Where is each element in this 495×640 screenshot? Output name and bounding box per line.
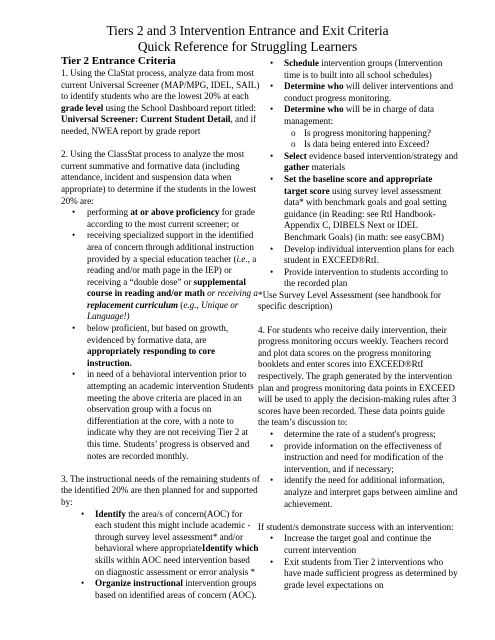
text: evidence based intervention/strategy and xyxy=(306,150,458,161)
text: receiving specialized support in the identified area of concern through additional instruction provided by a special education teacher ( xyxy=(87,230,254,264)
section-heading: Tier 2 Entrance Criteria xyxy=(61,55,176,67)
list-item: • determine the rate of a student's progress; xyxy=(258,429,458,441)
text: intervention groups (Intervention time is to built into all school schedules) xyxy=(284,58,443,80)
text: materials xyxy=(309,162,346,173)
bold-text: at or above proficiency xyxy=(130,207,220,218)
bold-text: who xyxy=(325,81,344,92)
paragraph-3: 3. The instructional needs of the remaining students of the identified 20% are then planned for and supported by: xyxy=(61,473,260,507)
text: will deliver interventions and conduct progress monitoring. xyxy=(284,81,454,103)
criteria-list xyxy=(61,207,261,462)
text: will be in charge of data management: xyxy=(284,104,435,126)
list-item: • Develop individual intervention plans for each student in EXCEED®RtI. xyxy=(258,244,458,267)
text: using survey level assessment data* with benchmark goals and goal setting guidance (in Reading: see RtI Handbook-Appendix C, DIBELS Next or IDEL Benchmark Goals) (in math: see easyCBM) xyxy=(284,185,447,242)
bold-text: Identify xyxy=(95,508,126,519)
text: ( xyxy=(178,299,184,310)
left-column xyxy=(61,55,261,601)
list-item xyxy=(258,81,458,104)
italic-text: or receiving a xyxy=(204,288,258,299)
bold-text: gather xyxy=(284,162,310,173)
list-item xyxy=(61,230,261,323)
list-item xyxy=(61,207,261,230)
text: for grade according to the most current screener; or xyxy=(87,207,255,229)
list-item xyxy=(61,509,261,579)
text: , and if needed, NWEA report by grade report xyxy=(61,114,257,136)
text: 4. For students who receive daily intervention, their progress monitoring occurs weekly. Teachers record and plot data scores on the progress monitoring booklets and enter scores into EXCEED®RtI respectively. The graph generated by the intervention plan and progress monitoring data points in EXCEED will be used to apply the decision-making rules after 3 scores have been recorded. These data points guide xyxy=(258,324,457,416)
bold-text: supplemental course in reading and/or math xyxy=(87,276,246,299)
bold-text: Determine who xyxy=(284,104,344,115)
list-item: • Exit students from Tier 2 interventions who have made sufficient progress as determined by grade level expectations on xyxy=(258,557,458,592)
text: using the School Dashboard report titled: xyxy=(103,102,256,113)
sub-list-item: o Is progress monitoring happening? xyxy=(258,128,458,140)
success-list xyxy=(258,533,458,591)
list-item xyxy=(61,578,261,601)
paragraph-1 xyxy=(61,68,261,138)
bold-text: Determine xyxy=(284,81,326,92)
text: 1. Using the ClaStat process, analyze data from most current Universal Screener (MAP/MPG, IDEL, SAIL) to identify students who are the lowest 20% at each xyxy=(61,68,260,102)
list-item xyxy=(258,151,458,174)
sub-list xyxy=(258,128,458,151)
paragraph-2: 2. Using the ClassStat process to analyze the most current summative and formative data (including attendance, incident and suspension data when appropriate) to determine if the students in the lowest 20% are: xyxy=(61,149,257,206)
bold-text: Schedule xyxy=(284,58,319,68)
steps-list xyxy=(258,58,458,290)
list-item xyxy=(258,174,458,244)
text: below proficient, but based on growth, evidenced by formative data, are xyxy=(87,323,229,345)
italic-text: e.g., xyxy=(183,299,199,310)
list-item: • in need of a behavioral intervention prior to attempting an academic intervention Students meeting the above criteria are placed in an observation group with a focus on differentiation at the core, with a note to indicate why they are not receiving Tier 2 at this time. Students’ progress is observed and notes are recorded monthly. xyxy=(61,369,261,462)
right-column xyxy=(258,58,458,591)
italic-text: i.e., xyxy=(236,253,250,264)
planning-list xyxy=(61,509,261,602)
paragraph-4 xyxy=(258,325,458,429)
list-item: • Provide intervention to students according to the recorded plan xyxy=(258,267,458,290)
paragraph-5: If student/s demonstrate success with an intervention: xyxy=(258,521,454,532)
italic-text: Unique or Language!) xyxy=(87,299,239,322)
document-title-line-1: Tiers 2 and 3 Intervention Entrance and Exit Criteria xyxy=(106,23,389,38)
bold-text: grade level xyxy=(61,102,104,113)
text: performing xyxy=(87,207,131,218)
document-title-line-2: Quick Reference for Struggling Learners xyxy=(137,39,358,54)
discussion-list xyxy=(258,429,458,510)
text: the team’s discussion to: xyxy=(258,417,348,428)
bold-text: Set the baseline score and appropriate target score xyxy=(284,173,433,196)
list-item: • identify the need for additional information, analyze and interpret gaps between aimline and achievement. xyxy=(258,475,458,510)
text: a reading and/or math page in the IEP) or receiving a “double dose” or xyxy=(87,253,257,287)
bold-text: Identify which xyxy=(201,543,259,554)
list-item xyxy=(258,58,458,81)
bold-text: Organize instructional xyxy=(95,578,183,589)
list-item xyxy=(258,104,458,150)
text: intervention groups based on identified areas of concern (AOC). xyxy=(95,578,257,600)
list-item: • Increase the target goal and continue the current intervention xyxy=(258,533,458,556)
bold-italic-text: replacement curriculum xyxy=(87,299,178,310)
bold-text: appropriately responding to core instruction. xyxy=(87,346,216,368)
text: the area/s of concern(AOC) for each student this might include academic -through survey level assessment* and/or behavioral where appropriate xyxy=(95,508,251,554)
sub-list-item: o Is data being entered into Exceed? xyxy=(258,139,458,151)
list-item: • provide information on the effectiveness of instruction and need for modification of the intervention, and if necessary; xyxy=(258,441,458,476)
footnote: *Use Survey Level Assessment (see handbook for specific description) xyxy=(258,289,441,312)
bold-text: Universal Screener: Current Student Detail xyxy=(61,114,231,125)
list-item xyxy=(61,323,261,369)
text: skills within AOC need intervention based on diagnostic assessment or error analysis * xyxy=(95,554,256,577)
bold-text: Select xyxy=(284,150,307,161)
